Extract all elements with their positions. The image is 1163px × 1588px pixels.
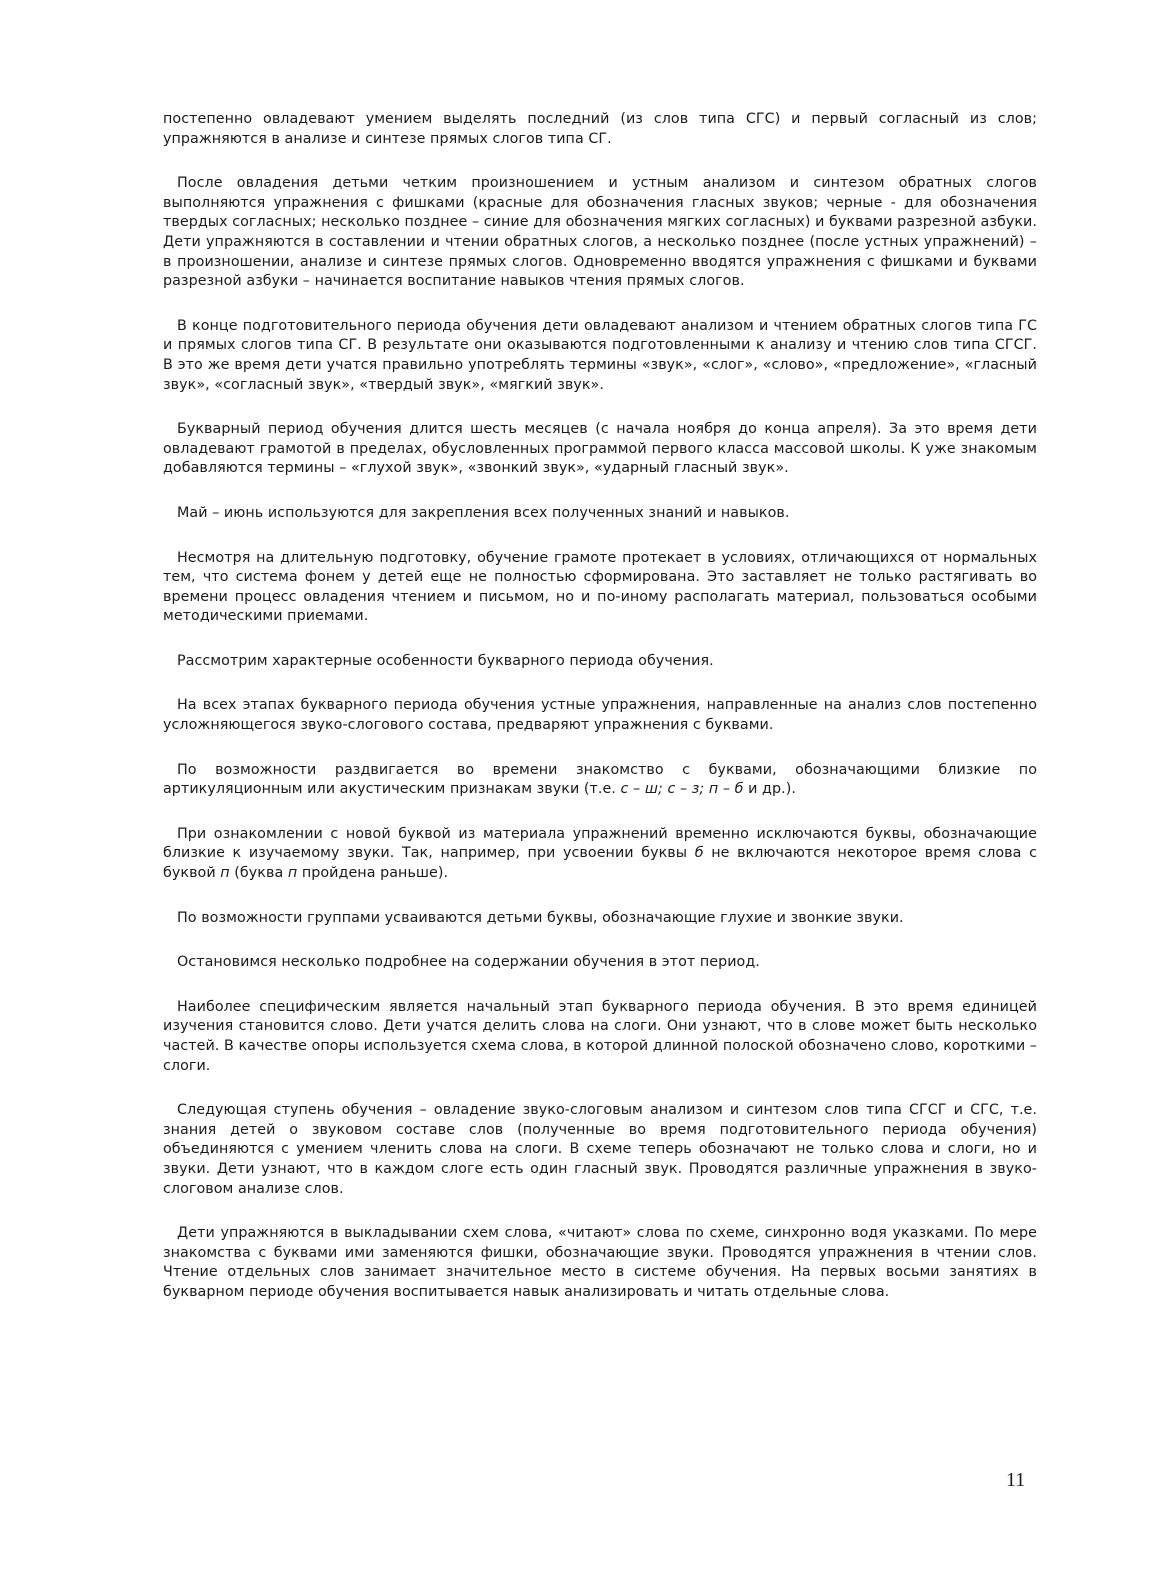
paragraph xyxy=(163,1101,1037,1199)
italic-text: п xyxy=(287,865,298,882)
paragraph xyxy=(163,420,1037,479)
paragraph xyxy=(163,110,1037,149)
text-segment: По возможности раздвигается во времени знакомство с буквами, обозначающими близкие по артикуляционным или акустическим признакам звуки (т.е. xyxy=(163,761,1037,798)
italic-text: п xyxy=(220,865,230,882)
paragraph xyxy=(163,549,1037,627)
paragraph xyxy=(163,1224,1037,1302)
paragraph xyxy=(163,696,1037,735)
page-body xyxy=(163,110,1037,1328)
paragraph xyxy=(163,909,1037,929)
text-segment: Наиболее специфическим является начальный этап букварного периода обучения. В это время единицей изучения становится слово. Дети учатся делить слова на слоги. Они узнают, что в слове может быть несколько частей. В качестве опоры используется схема слова, в которой длинной полоской обозначено слово, короткими – слоги. xyxy=(163,998,1037,1074)
paragraph xyxy=(163,652,1037,672)
paragraph xyxy=(163,317,1037,395)
italic-text: с – ш; с – з; п – б xyxy=(620,781,744,798)
text-segment: постепенно овладевают умением выделять последний (из слов типа СГС) и первый согласный из слов; упражняются в анализе и синтезе прямых слогов типа СГ. xyxy=(163,111,1037,147)
paragraph xyxy=(163,761,1037,800)
text-segment: В конце подготовительного периода обучения дети овладевают анализом и чтением обратных слогов типа ГС и прямых слогов типа СГ. В результате они оказываются подготовленными к анализу и чтению слов типа СГСГ. В это же время дети учатся правильно употреблять термины «звук», «слог», «слово», «предложение», «гласный звук», «согласный звук», «твердый звук», «мягкий звук». xyxy=(163,317,1037,393)
text-segment: Рассмотрим характерные особенности букварного периода обучения. xyxy=(177,652,714,669)
paragraph xyxy=(163,825,1037,884)
italic-text: б xyxy=(694,845,704,862)
text-segment: На всех этапах букварного периода обучения устные упражнения, направленные на анализ слов постепенно усложняющегося звуко-слогового состава, предваряют упражнения с буквами. xyxy=(163,697,1037,734)
paragraph xyxy=(163,953,1037,973)
paragraph xyxy=(163,504,1037,524)
text-segment: Букварный период обучения длится шесть месяцев (с начала ноября до конца апреля). За это время дети овладевают грамотой в пределах, обусловленных программой первого класса массовой школы. К уже знакомым добавляются термины – «глухой звук», «звонкий звук», «ударный гласный звук». xyxy=(163,421,1037,477)
page-number: 11 xyxy=(1006,1469,1026,1491)
text-segment: пройдена раньше). xyxy=(297,865,449,882)
text-segment: Несмотря на длительную подготовку, обучение грамоте протекает в условиях, отличающихся от нормальных тем, что система фонем у детей еще не полностью сформирована. Это заставляет не только растягивать во времени процесс овладения чтением и письмом, но и по-иному располагать материал, пользоваться особыми методическими приемами. xyxy=(163,549,1037,625)
text-segment: Остановимся несколько подробнее на содержании обучения в этот период. xyxy=(177,954,760,971)
text-segment: (буква xyxy=(229,865,288,882)
text-segment: После овладения детьми четким произношением и устным анализом и синтезом обратных слогов выполняются упражнения с фишками (красные для обозначения гласных звуков; черные - для обозначения твердых согласных; несколько позднее – синие для обозначения мягких согласных) и буквами разрезной азбуки. Дети упражняются в составлении и чтении обратных слогов, а несколько позднее (после устных упражнений) – в произношении, анализе и синтезе прямых слогов. Одновременно вводятся упражнения с фишками и буквами разрезной азбуки – начинается воспитание навыков чтения прямых слогов. xyxy=(163,175,1037,290)
text-segment: При ознакомлении с новой буквой из материала упражнений временно исключаются буквы, обозначающие близкие к изучаемому звуки. Так, например, при усвоении буквы xyxy=(163,825,1037,862)
text-segment: Май – июнь используются для закрепления всех полученных знаний и навыков. xyxy=(177,504,790,521)
text-segment: не включаются некоторое время слова с буквой xyxy=(163,845,1037,882)
text-segment: Дети упражняются в выкладывании схем слова, «читают» слова по схеме, синхронно водя указками. По мере знакомства с буквами ими заменяются фишки, обозначающие звуки. Проводятся упражнения в чтении слов. Чтение отдельных слов занимает значительное место в системе обучения. На первых восьми занятиях в букварном периоде обучения воспитывается навык анализировать и читать отдельные слова. xyxy=(163,1225,1037,1300)
text-segment: По возможности группами усваиваются детьми буквы, обозначающие глухие и звонкие звуки. xyxy=(177,909,904,926)
paragraph xyxy=(163,174,1037,292)
paragraph xyxy=(163,998,1037,1076)
text-segment: Следующая ступень обучения – овладение звуко-слоговым анализом и синтезом слов типа СГСГ и СГС, т.е. знания детей о звуковом составе слов (полученные во время подготовительного периода обучения) объединяются с умением членить слова на слоги. В схеме теперь обозначают не только слова и слоги, но и звуки. Дети узнают, что в каждом слоге есть один гласный звук. Проводятся различные упражнения в звуко-слоговом анализе слов. xyxy=(163,1102,1037,1197)
text-segment: и др.). xyxy=(743,781,796,798)
